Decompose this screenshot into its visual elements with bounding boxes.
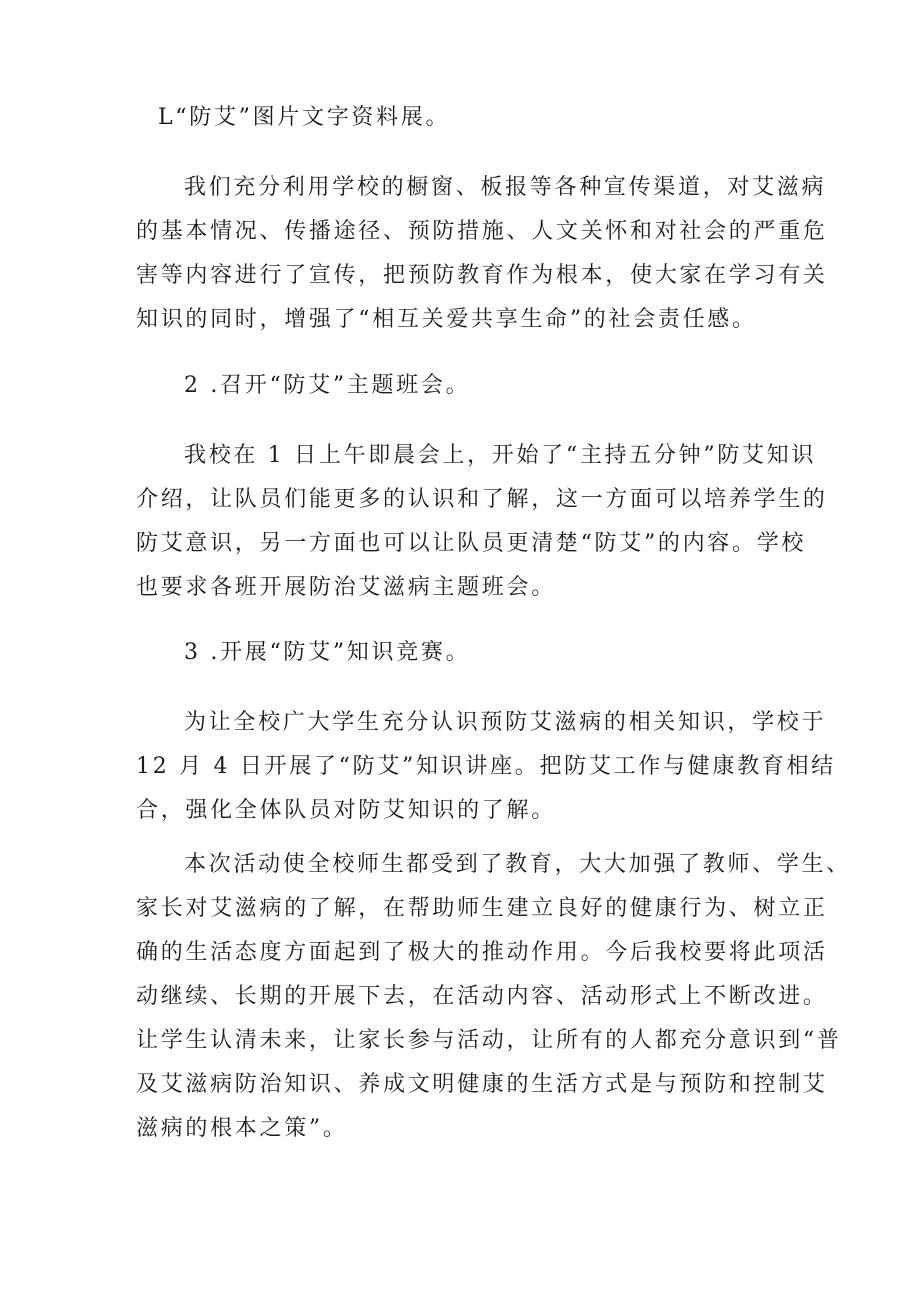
paragraph-line: 12 月 4 日开展了“防艾”知识讲座。把防艾工作与健康教育相结 <box>136 754 836 779</box>
paragraph-line: 介绍，让队员们能更多的认识和了解，这一方面可以培养学生的 <box>136 487 828 512</box>
paragraph-line: 也要求各班开展防治艾滋病主题班会。 <box>136 575 556 600</box>
section-heading-quiz: 3 .开展“防艾”知识竞赛。 <box>184 640 471 665</box>
paragraph-line: 滋病的根本之策”。 <box>136 1116 348 1141</box>
section-heading-exhibition: L“防艾”图片文字资料展。 <box>158 105 451 130</box>
paragraph-line: 为让全校广大学生充分认识预防艾滋病的相关知识，学校于 <box>184 710 827 735</box>
paragraph-line: 本次活动使全校师生都受到了教育，大大加强了教师、学生、 <box>184 852 851 877</box>
paragraph-line: 我校在 1 日上午即晨会上，开始了“主持五分钟”防艾知识 <box>184 443 817 468</box>
paragraph-line: 合，强化全体队员对防艾知识的了解。 <box>136 798 556 823</box>
section-heading-class-meeting: 2 .召开“防艾”主题班会。 <box>184 373 471 398</box>
paragraph-line: 知识的同时，增强了“相互关爱共享生命”的社会责任感。 <box>136 307 757 332</box>
paragraph-line: 我们充分利用学校的橱窗、板报等各种宣传渠道，对艾滋病 <box>184 175 827 200</box>
paragraph-line: 及艾滋病防治知识、养成文明健康的生活方式是与预防和控制艾 <box>136 1072 828 1097</box>
paragraph-line: 害等内容进行了宣传，把预防教育作为根本，使大家在学习有关 <box>136 263 828 288</box>
paragraph-line: 的基本情况、传播途径、预防措施、人文关怀和对社会的严重危 <box>136 219 828 244</box>
paragraph-line: 动继续、长期的开展下去，在活动内容、活动形式上不断改进。 <box>136 984 828 1009</box>
paragraph-line: 确的生活态度方面起到了极大的推动作用。今后我校要将此项活 <box>136 940 828 965</box>
paragraph-line: 家长对艾滋病的了解，在帮助师生建立良好的健康行为、树立正 <box>136 896 828 921</box>
paragraph-line: 让学生认清未来，让家长参与活动，让所有的人都充分意识到“普 <box>136 1028 842 1053</box>
paragraph-line: 防艾意识，另一方面也可以让队员更清楚“防艾”的内容。学校 <box>136 531 807 556</box>
